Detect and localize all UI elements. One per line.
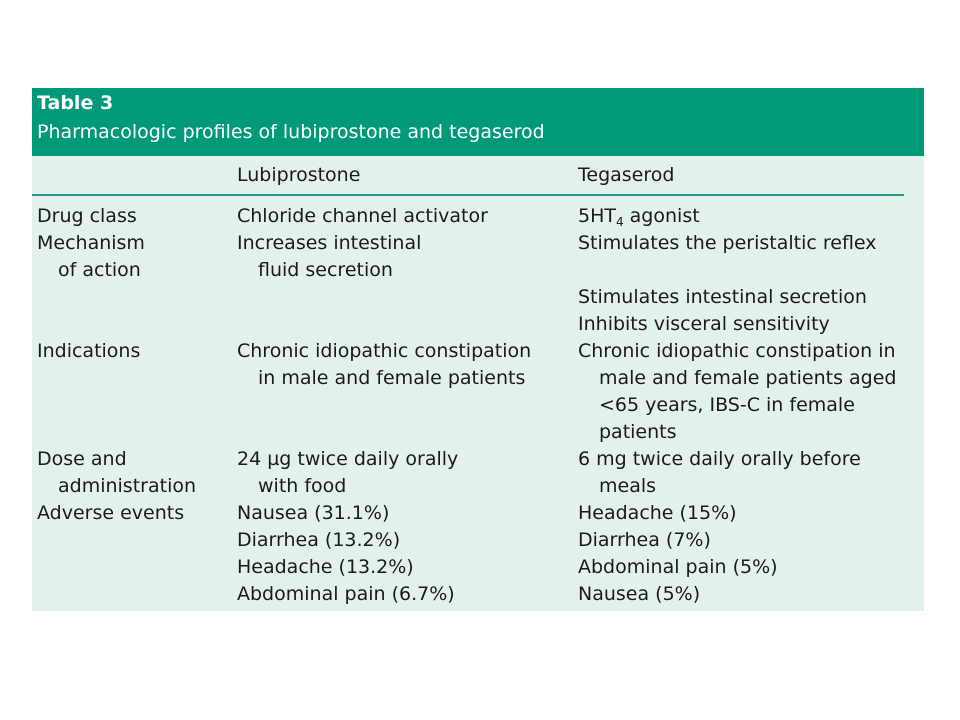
row-indications-tegaserod [578,338,897,446]
receptor-subscript: 4 [615,215,624,229]
cell-line: with food [258,475,347,497]
cell-line: Abdominal pain (6.7%) [237,583,455,605]
row-name-line: Drug class [37,205,137,227]
cell-line: Stimulates the peristaltic reflex [578,232,877,254]
column-header-lubiprostone: Lubiprostone [237,164,361,186]
cell-line: Chronic idiopathic constipation [237,340,532,362]
receptor-name: 5HT [578,205,616,227]
cell-line: Inhibits visceral sensitivity [578,313,830,335]
header-rule [32,194,904,196]
cell-line: Nausea (31.1%) [237,502,390,524]
row-mechanism-tegaserod [578,230,877,338]
table-title: Pharmacologic profiles of lubiprostone and tegaserod [37,121,545,143]
cell-line: Diarrhea (7%) [578,529,711,551]
table-label: Table 3 [37,92,114,114]
row-indications-lubiprostone [237,338,531,392]
cell-line: 24 µg twice daily orally [237,448,459,470]
row-name-line: administration [58,475,197,497]
row-adverse-events-lubiprostone [237,500,455,608]
row-mechanism-lubiprostone [237,230,421,284]
pharmacology-table [32,88,924,611]
cell-line: meals [599,475,657,497]
row-dose-name [37,446,196,500]
cell-line: <65 years, IBS-C in female [599,394,855,416]
cell-line: Abdominal pain (5%) [578,556,778,578]
row-adverse-events-name [37,500,184,527]
cell-line: male and female patients aged [599,367,897,389]
row-name-line: Indications [37,340,141,362]
table-title-bar [32,88,924,156]
receptor-suffix: agonist [623,205,700,227]
row-drug-class-tegaserod [578,203,700,230]
column-header-tegaserod: Tegaserod [578,164,675,186]
cell-line: Stimulates intestinal secretion [578,286,867,308]
row-indications-name [37,338,140,365]
cell-line: Headache (13.2%) [237,556,414,578]
cell-line [578,203,700,230]
row-dose-tegaserod [578,446,861,500]
row-adverse-events-tegaserod [578,500,778,608]
row-dose-lubiprostone [237,446,458,500]
cell-line: fluid secretion [258,259,393,281]
row-name-line: Adverse events [37,502,185,524]
cell-line: Nausea (5%) [578,583,701,605]
cell-line: patients [599,421,677,443]
cell-line: in male and female patients [258,367,526,389]
row-name-line: Mechanism [37,232,145,254]
row-name-line: of action [58,259,141,281]
cell-line: Headache (15%) [578,502,737,524]
row-mechanism-name [37,230,145,284]
row-name-line: Dose and [37,448,127,470]
row-drug-class-lubiprostone [237,203,488,230]
cell-line: Chronic idiopathic constipation in [578,340,896,362]
cell-line: Increases intestinal [237,232,422,254]
cell-line: 6 mg twice daily orally before [578,448,861,470]
row-drug-class-name [37,203,137,230]
cell-line: Chloride channel activator [237,205,488,227]
cell-line: Diarrhea (13.2%) [237,529,401,551]
cell-line [578,257,877,284]
